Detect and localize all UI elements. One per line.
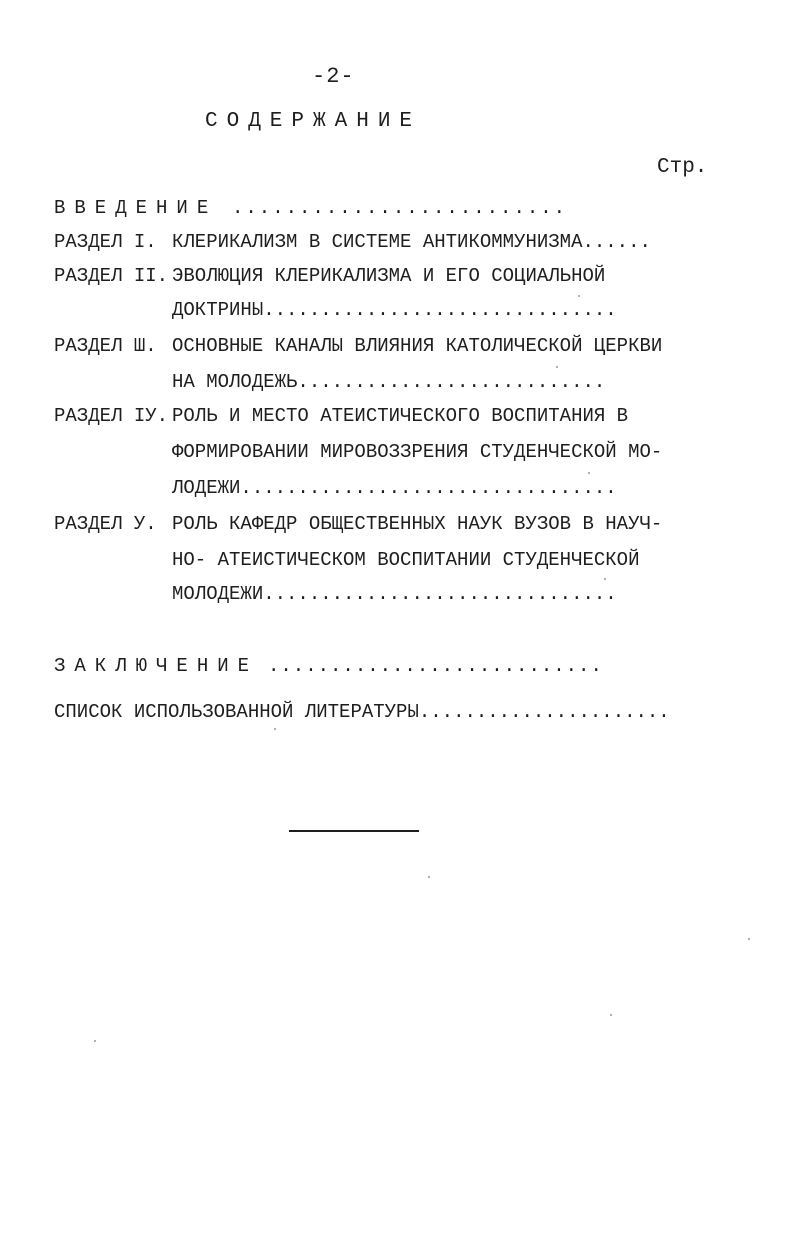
section-2-line-2: ДОКТРИНЫ............................... [172, 299, 617, 321]
section-3-line-2: НА МОЛОДЕЖЬ........................... [172, 371, 606, 393]
bibliography-label: СПИСОК ИСПОЛЬЗОВАННОЙ ЛИТЕРАТУРЫ...................... [54, 701, 670, 723]
section-3-number: РАЗДЕЛ Ш. [54, 335, 157, 357]
page-title: СОДЕРЖАНИЕ [205, 110, 422, 133]
section-1-line-1: КЛЕРИКАЛИЗМ В СИСТЕМЕ АНТИКОММУНИЗМА...... [172, 231, 651, 253]
introduction-leader: ......................... [232, 197, 568, 219]
scan-speck [604, 578, 606, 580]
section-5-number: РАЗДЕЛ У. [54, 513, 157, 535]
scan-speck [578, 295, 580, 297]
page-number: -2- [312, 64, 355, 89]
scan-speck [556, 366, 558, 368]
page-column-label: Стр. [657, 156, 708, 179]
scan-speck [428, 876, 430, 878]
introduction-label: ВВЕДЕНИЕ [54, 197, 218, 219]
scan-speck [588, 472, 590, 474]
section-2-number: РАЗДЕЛ II. [54, 265, 169, 287]
section-1-number: РАЗДЕЛ I. [54, 231, 157, 253]
scan-speck [94, 1040, 96, 1042]
section-3-line-1: ОСНОВНЫЕ КАНАЛЫ ВЛИЯНИЯ КАТОЛИЧЕСКОЙ ЦЕРКВИ [172, 335, 663, 357]
section-5-line-2: НО- АТЕИСТИЧЕСКОМ ВОСПИТАНИИ СТУДЕНЧЕСКОЙ [172, 549, 640, 571]
section-5-line-3: МОЛОДЕЖИ............................... [172, 583, 617, 605]
section-4-line-3: ЛОДЕЖИ................................. [172, 477, 617, 499]
scan-speck [274, 728, 276, 730]
scan-speck [610, 1014, 612, 1016]
section-4-line-2: ФОРМИРОВАНИИ МИРОВОЗЗРЕНИЯ СТУДЕНЧЕСКОЙ МО- [172, 441, 663, 463]
section-2-line-1: ЭВОЛЮЦИЯ КЛЕРИКАЛИЗМА И ЕГО СОЦИАЛЬНОЙ [172, 265, 606, 287]
scan-speck [748, 938, 750, 940]
conclusion-label: ЗАКЛЮЧЕНИЕ [54, 655, 259, 677]
section-5-line-1: РОЛЬ КАФЕДР ОБЩЕСТВЕННЫХ НАУК ВУЗОВ В НАУЧ- [172, 513, 663, 535]
section-4-number: РАЗДЕЛ IУ. [54, 405, 169, 427]
separator-rule [289, 830, 419, 832]
conclusion-leader: ........................... [268, 655, 603, 677]
section-4-line-1: РОЛЬ И МЕСТО АТЕИСТИЧЕСКОГО ВОСПИТАНИЯ В [172, 405, 629, 427]
